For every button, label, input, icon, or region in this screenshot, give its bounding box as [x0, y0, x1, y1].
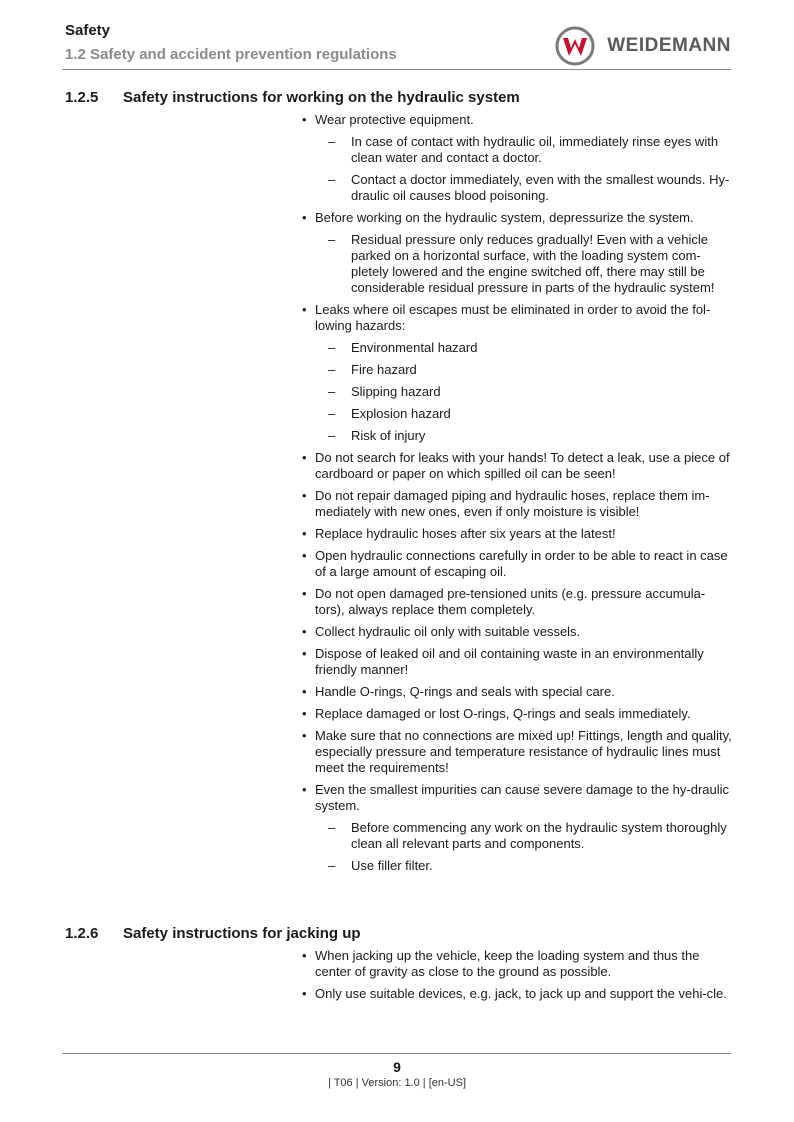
list-item-text: Before working on the hydraulic system, depressurize the system. [315, 210, 694, 225]
list-item [302, 624, 732, 640]
list-item [302, 684, 732, 700]
list-item [302, 728, 732, 776]
sub-list [315, 134, 732, 204]
list-item-text: Wear protective equipment. [315, 112, 474, 127]
list-item-text: Do not repair damaged piping and hydraulic hoses, replace them im-mediately with new ones, even if only moisture is visible! [315, 488, 710, 519]
list-item [302, 986, 732, 1002]
chapter-title: Safety [65, 22, 111, 39]
subchapter-title: 1.2 Safety and accident prevention regulations [65, 46, 397, 63]
section-number: 1.2.5 [65, 89, 99, 106]
list-item-text: Do not open damaged pre-tensioned units (e.g. pressure accumula-tors), always replace them completely. [315, 586, 706, 617]
section-jacking-up [65, 925, 731, 942]
list-item [302, 112, 732, 204]
sub-list-item: – Slipping hazard [315, 384, 732, 400]
sub-list-item: – Explosion hazard [315, 406, 732, 422]
jacking-instructions-list [302, 948, 732, 1008]
sub-list [315, 340, 732, 444]
sub-list-item: – Residual pressure only reduces gradually! Even with a vehicle parked on a horizontal surface, with the loading system com-pletely lowered and the engine switched off, there may still be considerable residual pressure in parts of the hydraulic system! [315, 232, 732, 296]
section-hydraulic-system [65, 89, 731, 106]
section-title-text: Safety instructions for working on the hydraulic system [123, 89, 520, 106]
list-item-text: Leaks where oil escapes must be eliminated in order to avoid the fol-lowing hazards: [315, 302, 711, 333]
list-item-text: Dispose of leaked oil and oil containing waste in an environmentally friendly manner! [315, 646, 704, 677]
list-item-text: Replace damaged or lost O-rings, Q-rings and seals immediately. [315, 706, 691, 721]
list-item-text: Even the smallest impurities can cause severe damage to the hy-draulic system. [315, 782, 730, 813]
list-item [302, 210, 732, 296]
page-header [65, 22, 731, 68]
footer-divider [62, 1053, 731, 1054]
list-item [302, 646, 732, 678]
list-item [302, 586, 732, 618]
sub-list-item: – Use filler filter. [315, 858, 732, 874]
list-item-text: Replace hydraulic hoses after six years at the latest! [315, 526, 616, 541]
sub-list-item: – Before commencing any work on the hydraulic system thoroughly clean all relevant parts and components. [315, 820, 732, 852]
sub-list-item: – Contact a doctor immediately, even with the smallest wounds. Hy-draulic oil causes blood poisoning. [315, 172, 732, 204]
list-item [302, 488, 732, 520]
section-heading [65, 925, 731, 942]
section-heading [65, 89, 731, 106]
brand-logo [555, 26, 731, 66]
section-number: 1.2.6 [65, 925, 99, 942]
weidemann-w-logo-icon [555, 26, 595, 66]
hydraulic-instructions-list [302, 112, 732, 880]
document-version: | T06 | Version: 1.0 | [en-US] [328, 1077, 466, 1089]
list-item-text: Only use suitable devices, e.g. jack, to jack up and support the vehi-cle. [315, 986, 727, 1001]
sub-list-item: – Fire hazard [315, 362, 732, 378]
list-item-text: Handle O-rings, Q-rings and seals with special care. [315, 684, 615, 699]
list-item-text: Collect hydraulic oil only with suitable vessels. [315, 624, 581, 639]
sub-list-item: – In case of contact with hydraulic oil, immediately rinse eyes with clean water and contact a doctor. [315, 134, 732, 166]
section-title-text: Safety instructions for jacking up [123, 925, 361, 942]
sub-list [315, 820, 732, 874]
header-divider [62, 69, 731, 70]
list-item [302, 948, 732, 980]
list-item-text: Make sure that no connections are mixed up! Fittings, length and quality, especially pressure and temperature resistance of hydraulic lines must meet the requirements! [315, 728, 732, 775]
list-item [302, 706, 732, 722]
page-number: 9 [393, 1059, 401, 1075]
list-item [302, 548, 732, 580]
brand-name: WEIDEMANN [607, 35, 731, 56]
sub-list-item: – Risk of injury [315, 428, 732, 444]
list-item-text: When jacking up the vehicle, keep the loading system and thus the center of gravity as close to the ground as possible. [315, 948, 700, 979]
list-item [302, 450, 732, 482]
list-item-text: Open hydraulic connections carefully in order to be able to react in case of a large amount of escaping oil. [315, 548, 728, 579]
list-item [302, 526, 732, 542]
sub-list [315, 232, 732, 296]
sub-list-item: – Environmental hazard [315, 340, 732, 356]
list-item [302, 302, 732, 444]
list-item-text: Do not search for leaks with your hands! To detect a leak, use a piece of cardboard or paper on which spilled oil can be seen! [315, 450, 730, 481]
list-item [302, 782, 732, 874]
